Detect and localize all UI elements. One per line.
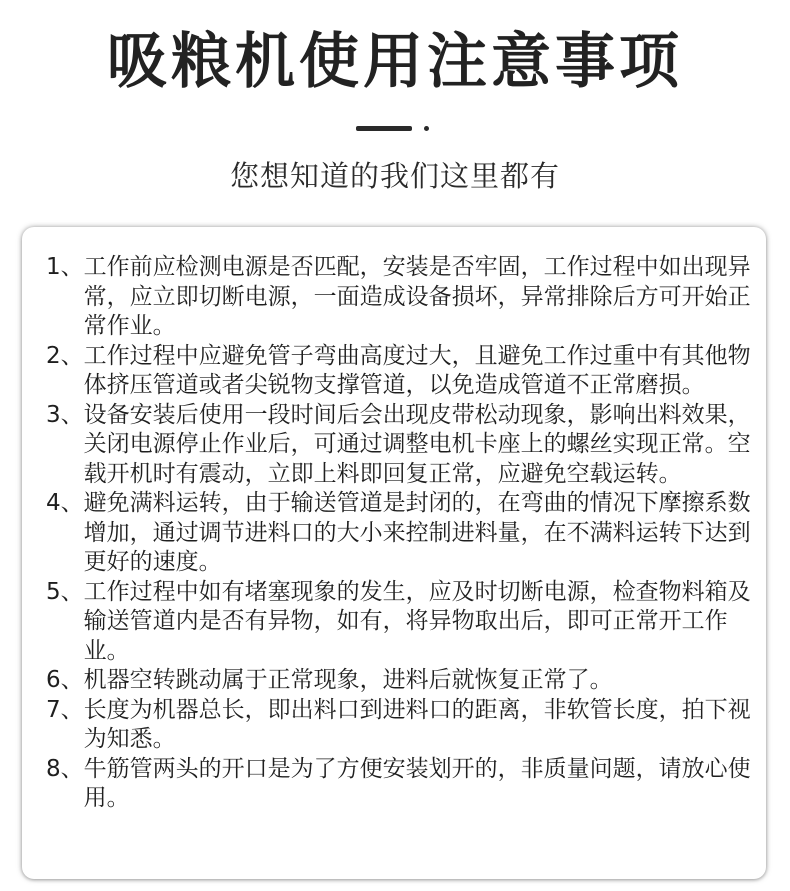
- note-item-4: [46, 489, 756, 578]
- notes-card: [22, 227, 766, 879]
- note-text: 工作过程中如有堵塞现象的发生，应及时切断电源，检查物料箱及输送管道内是否有异物，如有，将异物取出后，即可正常开工作业。: [83, 578, 751, 664]
- note-item-6: [46, 666, 756, 696]
- note-number: 2、: [46, 342, 84, 369]
- note-item-8: [46, 755, 756, 814]
- title-divider-dot: [424, 126, 429, 131]
- note-text: 长度为机器总长，即出料口到进料口的距离，非软管长度，拍下视为知悉。: [83, 696, 751, 752]
- note-text: 设备安装后使用一段时间后会出现皮带松动现象，影响出料效果，关闭电源停止作业后，可通过调整电机卡座上的螺丝实现正常。空载开机时有震动，立即上料即回复正常，应避免空载运转。: [83, 401, 751, 487]
- note-item-7: [46, 696, 756, 755]
- note-text: 机器空转跳动属于正常现象，进料后就恢复正常了。: [83, 667, 613, 693]
- note-text: 牛筋管两头的开口是为了方便安装划开的，非质量问题，请放心使用。: [83, 755, 751, 811]
- note-item-1: [46, 253, 756, 342]
- note-item-5: [46, 578, 756, 667]
- note-number: 7、: [46, 696, 84, 723]
- note-number: 4、: [46, 490, 84, 516]
- note-number: 3、: [46, 401, 84, 428]
- note-number: 5、: [46, 578, 84, 605]
- note-item-2: [46, 342, 756, 401]
- note-text: 工作过程中应避免管子弯曲高度过大，且避免工作过重中有其他物体挤压管道或者尖锐物支撑管道，以免造成管道不正常磨损。: [83, 342, 751, 398]
- title-divider: [356, 126, 412, 131]
- note-number: 8、: [46, 755, 84, 782]
- page-title: 吸粮机使用注意事项: [107, 27, 683, 97]
- note-number: 6、: [46, 667, 84, 693]
- note-text: 工作前应检测电源是否匹配，安装是否牢固，工作过程中如出现异常，应立即切断电源，一面造成设备损坏，异常排除后方可开始正常作业。: [83, 254, 751, 339]
- note-text: 避免满料运转，由于输送管道是封闭的，在弯曲的情况下摩擦系数增加，通过调节进料口的大小来控制进料量，在不满料运转下达到更好的速度。: [83, 490, 751, 575]
- notes-list: [46, 253, 756, 814]
- page-subtitle: 您想知道的我们这里都有: [229, 159, 560, 193]
- note-number: 1、: [46, 254, 84, 280]
- note-item-3: [46, 401, 756, 490]
